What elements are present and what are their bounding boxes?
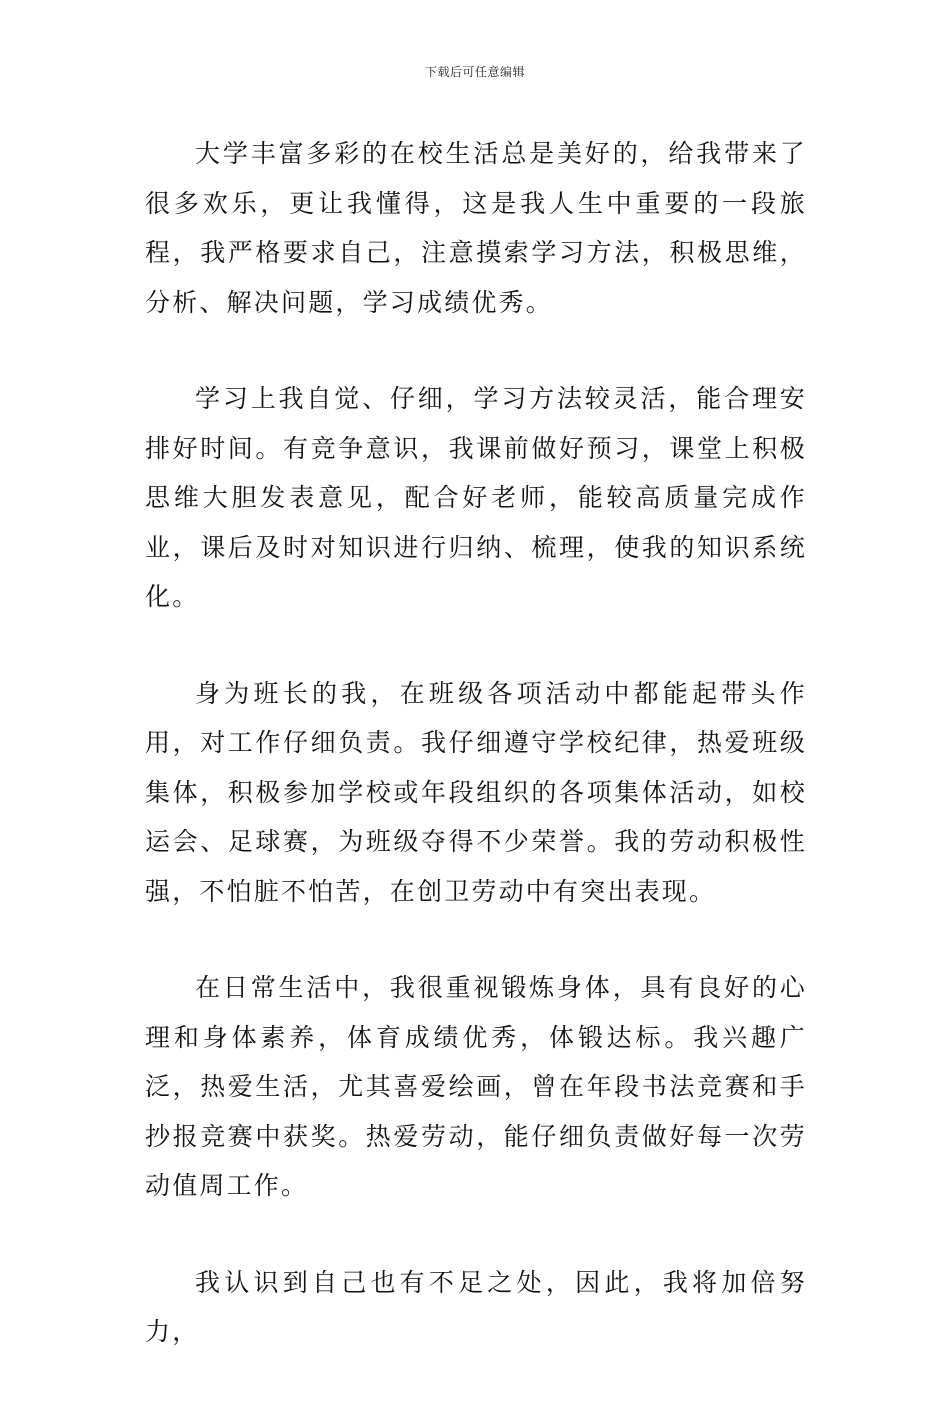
paragraph-2: 学习上我自觉、仔细，学习方法较灵活，能合理安排好时间。有竞争意识，我课前做好预习，课堂上积极思维大胆发表意见，配合好老师，能较高质量完成作业，课后及时对知识进行归纳、梳理，使我的知识系统化。 xyxy=(145,384,807,611)
paragraph-1: 大学丰富多彩的在校生活总是美好的，给我带来了很多欢乐，更让我懂得，这是我人生中重要的一段旅程，我严格要求自己，注意摸索学习方法，积极思维，分析、解决问题，学习成绩优秀。 xyxy=(145,139,807,317)
header-note: 下载后可任意编辑 xyxy=(424,65,525,79)
paragraph-4: 在日常生活中，我很重视锻炼身体，具有良好的心理和身体素养，体育成绩优秀，体锻达标。我兴趣广泛，热爱生活，尤其喜爱绘画，曾在年段书法竞赛和手抄报竞赛中获奖。热爱劳动，能仔细负责做好每一次劳动值周工作。 xyxy=(145,973,807,1200)
paragraph-3: 身为班长的我，在班级各项活动中都能起带头作用，对工作仔细负责。我仔细遵守学校纪律，热爱班级集体，积极参加学校或年段组织的各项集体活动，如校运会、足球赛，为班级夺得不少荣誉。我的劳动积极性强，不怕脏不怕苦，在创卫劳动中有突出表现。 xyxy=(145,678,807,906)
paragraph-5: 我认识到自己也有不足之处，因此，我将加倍努力， xyxy=(145,1267,807,1346)
document-body xyxy=(145,129,807,1404)
